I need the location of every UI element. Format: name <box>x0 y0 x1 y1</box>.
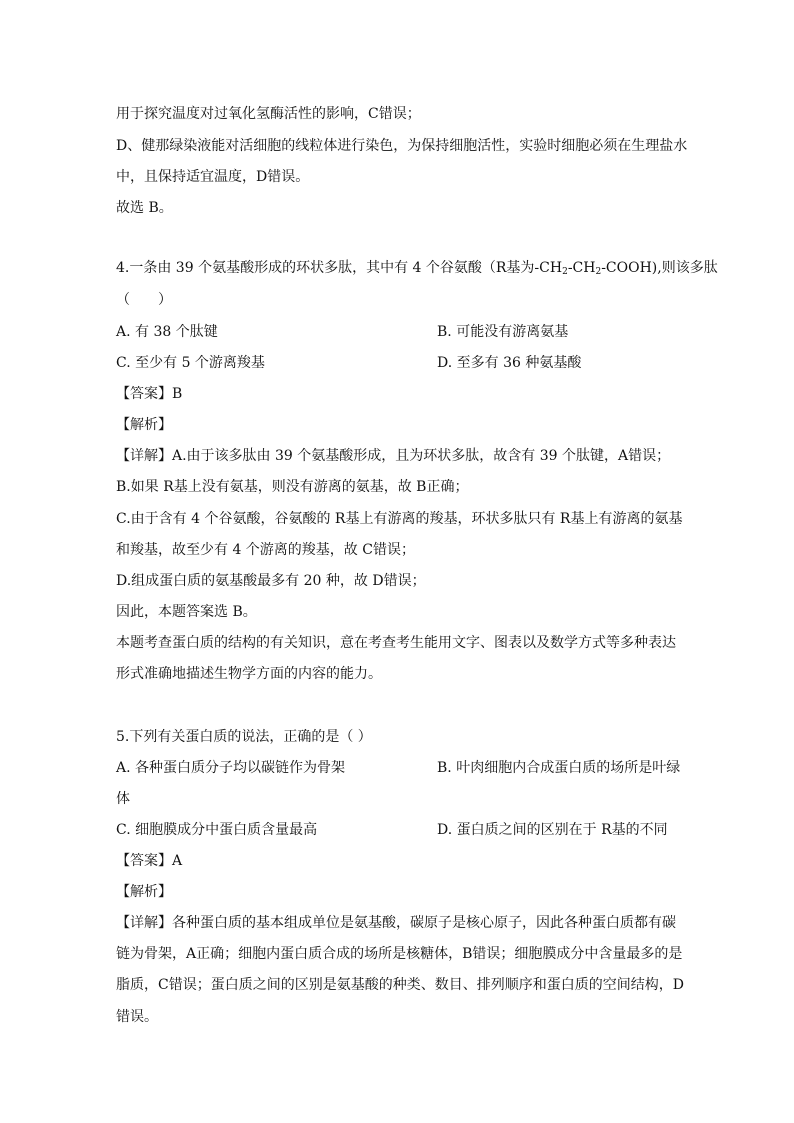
q5-answer: 【答案】A <box>116 853 183 869</box>
q5-option-a: A. 各种蛋白质分子均以碳链作为骨架 <box>116 760 346 776</box>
q4-detail-line: 因此，本题答案选 B。 <box>116 604 257 620</box>
q4-option-a: A. 有 38 个肽键 <box>116 324 218 340</box>
prev-line-3: 中，且保持适宜温度，D错误。 <box>116 169 310 185</box>
q4-option-b: B. 可能没有游离氨基 <box>437 324 569 340</box>
q4-detail-line: 和羧基，故至少有 4 个游离的羧基，故 C错误； <box>116 542 415 558</box>
q4-answer-paren: （ ） <box>116 292 172 308</box>
q5-option-b-wrap: 体 <box>116 791 130 807</box>
q4-answer: 【答案】B <box>116 386 183 402</box>
q5-detail-line: 脂质，C错误；蛋白质之间的区别是氨基酸的种类、数目、排列顺序和蛋白质的空间结构，D <box>116 977 684 993</box>
q4-option-c: C. 至少有 5 个游离羧基 <box>116 355 265 371</box>
q5-option-b: B. 叶肉细胞内合成蛋白质的场所是叶绿 <box>437 760 681 776</box>
q4-detail-line: D.组成蛋白质的氨基酸最多有 20 种，故 D错误； <box>116 573 426 589</box>
q4-stem: 4.一条由 39 个氨基酸形成的环状多肽，其中有 4 个谷氨酸（R基为$-CH_2-CH_2-COOH$),则该多肽 <box>116 260 718 277</box>
q5-analysis-heading: 【解析】 <box>116 884 172 900</box>
q4-detail-line: 【详解】A.由于该多肽由 39 个氨基酸形成，且为环状多肽，故含有 39 个肽键，A错误； <box>116 448 671 464</box>
q5-option-c: C. 细胞膜成分中蛋白质含量最高 <box>116 822 318 838</box>
q4-analysis-heading: 【解析】 <box>116 417 172 433</box>
q5-detail-line: 错误。 <box>116 1009 158 1025</box>
q4-detail-line: C.由于含有 4 个谷氨酸，谷氨酸的 R基上有游离的羧基，环状多肽只有 R基上有游离的氨基 <box>116 511 683 527</box>
q5-stem: 5.下列有关蛋白质的说法，正确的是（ ） <box>116 729 372 745</box>
prev-line-1: 用于探究温度对过氧化氢酶活性的影响，C错误； <box>116 106 421 122</box>
q4-detail-line: 形式准确地描述生物学方面的内容的能力。 <box>116 666 382 682</box>
q5-detail-line: 链为骨架，A正确；细胞内蛋白质合成的场所是核糖体，B错误；细胞膜成分中含量最多的是 <box>116 946 683 962</box>
q4-option-d: D. 至多有 36 种氨基酸 <box>437 355 582 371</box>
q4-detail-line: 本题考查蛋白质的结构的有关知识，意在考查考生能用文字、图表以及数学方式等多种表达 <box>116 635 676 651</box>
q5-option-d: D. 蛋白质之间的区别在于 R基的不同 <box>437 822 668 838</box>
prev-conclusion: 故选 B。 <box>116 200 173 216</box>
q5-detail-line: 【详解】各种蛋白质的基本组成单位是氨基酸，碳原子是核心原子，因此各种蛋白质都有碳 <box>116 915 676 931</box>
q4-detail-line: B.如果 R基上没有氨基，则没有游离的氨基，故 B正确； <box>116 479 469 495</box>
prev-line-2: D、健那绿染液能对活细胞的线粒体进行染色，为保持细胞活性，实验时细胞必须在生理盐水 <box>116 138 688 154</box>
